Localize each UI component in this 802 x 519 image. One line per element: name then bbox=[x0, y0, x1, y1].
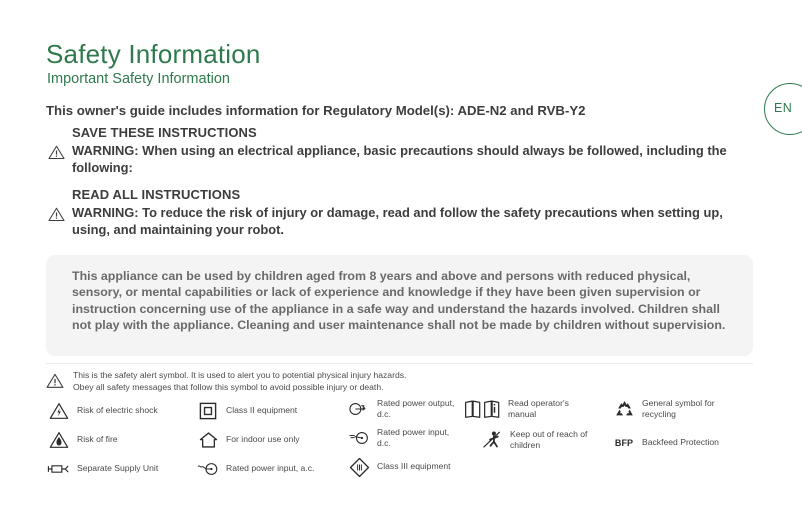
legend-label: Rated power output, d.c. bbox=[377, 398, 455, 420]
page-title: Safety Information bbox=[46, 39, 261, 69]
legend-item-rated-power-input-ac bbox=[195, 458, 314, 480]
children-use-notice-text: This appliance can be used by children aged from 8 years and above and persons with reduced physical, sensory, or mental capabilities or lack of experience and knowledge if they have been given supervision or instruction concerning use of the appliance in a safe way and understand the hazards involved. Children shall not play with the appliance. Cleaning and user maintenance shall not be made by children without supervision. bbox=[72, 269, 726, 333]
warning-block-1 bbox=[48, 143, 748, 176]
rated-power-output-dc-icon bbox=[346, 398, 372, 420]
legend-label: Risk of electric shock bbox=[77, 405, 158, 416]
legend-item-indoor-use-only bbox=[195, 429, 300, 451]
safety-alert-triangle-icon bbox=[46, 373, 64, 389]
legend-label: Backfeed Protection bbox=[642, 437, 719, 448]
save-these-instructions-heading: SAVE THESE INSTRUCTIONS bbox=[72, 125, 257, 140]
legend-item-backfeed-protection bbox=[611, 432, 719, 454]
legend-label: Class II equipment bbox=[226, 405, 298, 416]
bfp-abbreviation bbox=[611, 432, 637, 454]
page-subtitle: Important Safety Information bbox=[47, 71, 230, 87]
class-iii-equipment-icon bbox=[346, 456, 372, 478]
rated-power-input-ac-icon bbox=[195, 458, 221, 480]
legend-label: Risk of fire bbox=[77, 434, 118, 445]
legend-item-read-operators-manual bbox=[463, 398, 594, 420]
safety-alert-note-text bbox=[73, 370, 473, 393]
separate-supply-unit-icon bbox=[46, 458, 72, 480]
language-badge-label: EN bbox=[774, 101, 793, 115]
legend-item-risk-of-fire bbox=[46, 429, 118, 451]
warning-triangle-icon bbox=[48, 145, 65, 160]
legend-label: Read operator's manual bbox=[508, 398, 569, 420]
legend-item-electric-shock bbox=[46, 400, 158, 422]
safety-alert-note-line-2: Obey all safety messages that follow this symbol to avoid possible injury or death. bbox=[73, 381, 384, 392]
bfp-abbreviation-text: BFP bbox=[614, 438, 634, 448]
legend-item-recycling bbox=[611, 398, 728, 420]
legend-label: General symbol for recycling bbox=[642, 398, 715, 420]
keep-out-of-reach-of-children-icon bbox=[479, 429, 505, 451]
recycling-icon bbox=[611, 398, 637, 420]
legend-label: Rated power input, d.c. bbox=[377, 427, 450, 449]
children-use-notice-box bbox=[46, 255, 753, 356]
indoor-use-only-icon bbox=[195, 429, 221, 451]
warning-block-2 bbox=[48, 205, 763, 238]
legend-item-separate-supply-unit bbox=[46, 458, 158, 480]
safety-alert-note bbox=[46, 370, 473, 393]
fire-risk-icon bbox=[46, 429, 72, 451]
legend-item-class-iii-equipment bbox=[346, 456, 463, 478]
legend-label: Class III equipment bbox=[377, 461, 451, 472]
rated-power-input-dc-icon bbox=[346, 427, 372, 449]
read-operators-manual-icon bbox=[463, 398, 503, 420]
safety-alert-note-line-1: This is the safety alert symbol. It is used to alert you to potential physical injury hazards. bbox=[73, 370, 407, 380]
language-badge bbox=[764, 83, 802, 135]
legend-label: Separate Supply Unit bbox=[77, 463, 159, 474]
electric-shock-icon bbox=[46, 400, 72, 422]
read-all-instructions-heading: READ ALL INSTRUCTIONS bbox=[72, 187, 241, 202]
section-divider bbox=[46, 363, 753, 364]
regulatory-model-line: This owner's guide includes information for Regulatory Model(s): ADE-N2 and RVB-Y2 bbox=[46, 103, 586, 118]
warning-text-2: WARNING: To reduce the risk of injury or damage, read and follow the safety precautions when setting up, using, and maintaining your robot. bbox=[72, 205, 723, 237]
class-ii-equipment-icon bbox=[195, 400, 221, 422]
legend-item-rated-power-input-dc bbox=[346, 427, 463, 449]
warning-triangle-icon bbox=[48, 207, 65, 222]
legend-item-keep-out-of-reach-of-children bbox=[479, 429, 596, 451]
warning-text-1: WARNING: When using an electrical appliance, basic precautions should always be followed, including the following: bbox=[72, 143, 727, 175]
legend-label: Rated power input, a.c. bbox=[226, 463, 315, 474]
legend-label: Keep out of reach of children bbox=[510, 429, 588, 451]
legend-item-class-ii-equipment bbox=[195, 400, 297, 422]
symbol-legend bbox=[42, 396, 802, 486]
legend-item-rated-power-output-dc bbox=[346, 398, 463, 420]
legend-label: For indoor use only bbox=[226, 434, 300, 445]
